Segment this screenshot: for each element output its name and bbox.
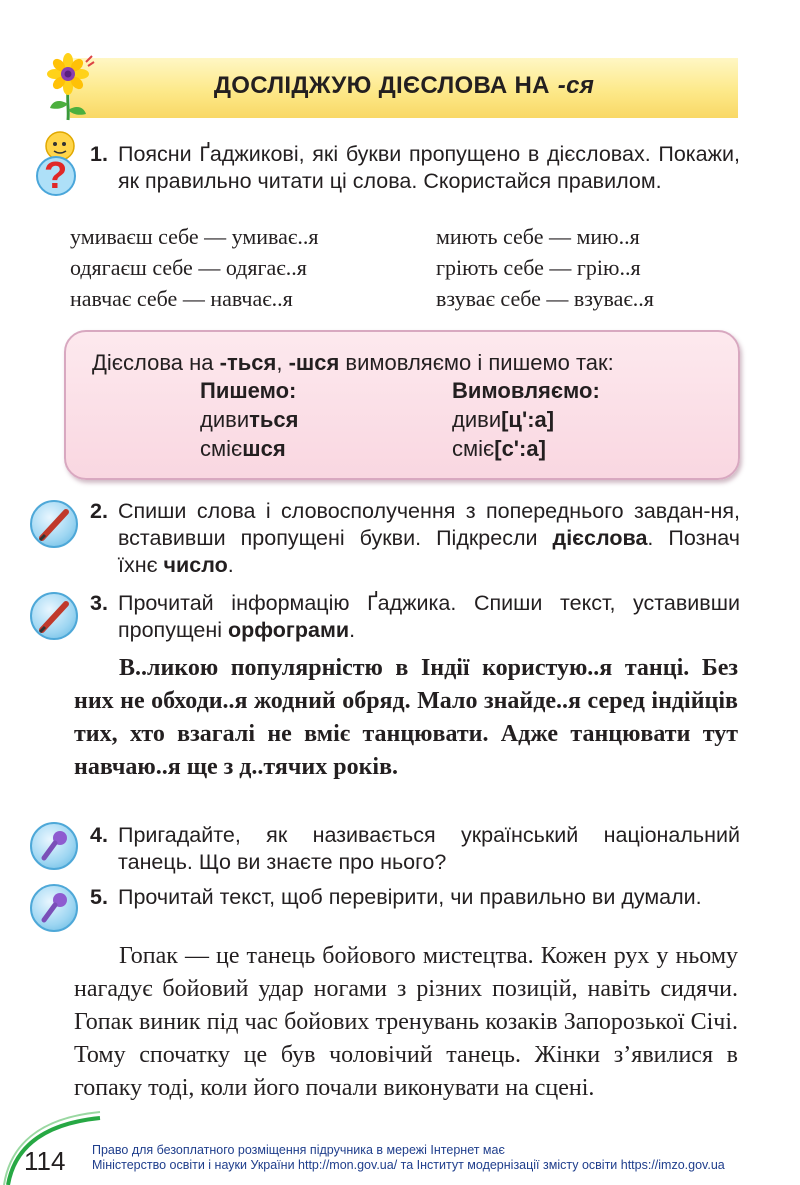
rule-spoken-word-1: диви[ц':а] xyxy=(452,407,555,432)
task-5: 5. Прочитай текст, щоб перевірити, чи правильно ви думали. xyxy=(90,885,702,909)
word-pair: навчає себе — навчає..я xyxy=(70,286,293,311)
copyright-notice: Право для безоплатного розміщення підручника в мережі Інтернет має Міністерство освіти і науки України http://mon.gov.ua/ та Інститут модернізації змісту освіти https://imzo.gov.ua xyxy=(92,1143,725,1172)
rule-col-written-head: Пишемо: xyxy=(200,378,297,403)
rule-written-word-2: смієшся xyxy=(200,436,286,461)
task-3: 3. Прочитай інформацію Ґаджика. Спиши текст, уставивши пропущені орфограми. xyxy=(90,591,740,642)
microphone-icon xyxy=(30,822,78,870)
svg-text:?: ? xyxy=(44,155,68,197)
microphone-icon xyxy=(30,884,78,932)
word-pair: одягаєш себе — одягає..я xyxy=(70,255,307,280)
exercise-text: В..ликою популярністю в Індії користую..я танці. Без них не обходи..я жодний обряд. Мало знайде..я серед індійців тих, хто взагалі не вміє танцювати. Адже танцювати тут навчаю..я ще з д..тячих років. xyxy=(74,655,738,780)
rule-intro: Дієслова на -ться, -шся вимовляємо і пишемо так: xyxy=(92,350,614,375)
page-title: ДОСЛІДЖУЮ ДІЄСЛОВА НА -ся xyxy=(213,72,595,99)
rule-written-word-1: дивиться xyxy=(200,407,299,432)
rule-spoken-word-2: сміє[с':а] xyxy=(452,436,546,461)
reading-text: Гопак — це танець бойового мистецтва. Кожен рух у ньому нагадує бойовий удар ногами з різних позицій, навіть сидячи. Гопак виник під час бойових тренувань козаків Запорозької Січі. Тому спочатку це був чоловічий танець. Жінки з’явилися в гопаку тоді, коли його почали виконувати на сцені. xyxy=(74,943,738,1101)
word-pair: гріють себе — грію..я xyxy=(436,255,641,280)
word-pair: миють себе — мию..я xyxy=(436,224,640,249)
page-number: 114 xyxy=(24,1146,66,1176)
pen-icon xyxy=(30,592,78,640)
word-pair: умиваєш себе — умиває..я xyxy=(70,224,319,249)
task-4: 4. Пригадайте, як називається український національний танець. Що ви знаєте про нього? xyxy=(90,823,740,874)
rule-col-spoken-head: Вимовляємо: xyxy=(452,378,600,403)
word-pair: взуває себе — взуває..я xyxy=(436,286,654,311)
task-2: 2. Спиши слова і словосполучення з попереднього завдан-ня, вставивши пропущені букви. Підкресли дієслова. Познач їхнє число. xyxy=(90,499,740,577)
question-mark-icon xyxy=(30,128,84,198)
pen-icon xyxy=(30,500,78,548)
task-1: 1. Поясни Ґаджикові, які букви пропущено в дієсловах. Покажи, як правильно читати ці слова. Скористайся правилом. xyxy=(90,142,740,193)
